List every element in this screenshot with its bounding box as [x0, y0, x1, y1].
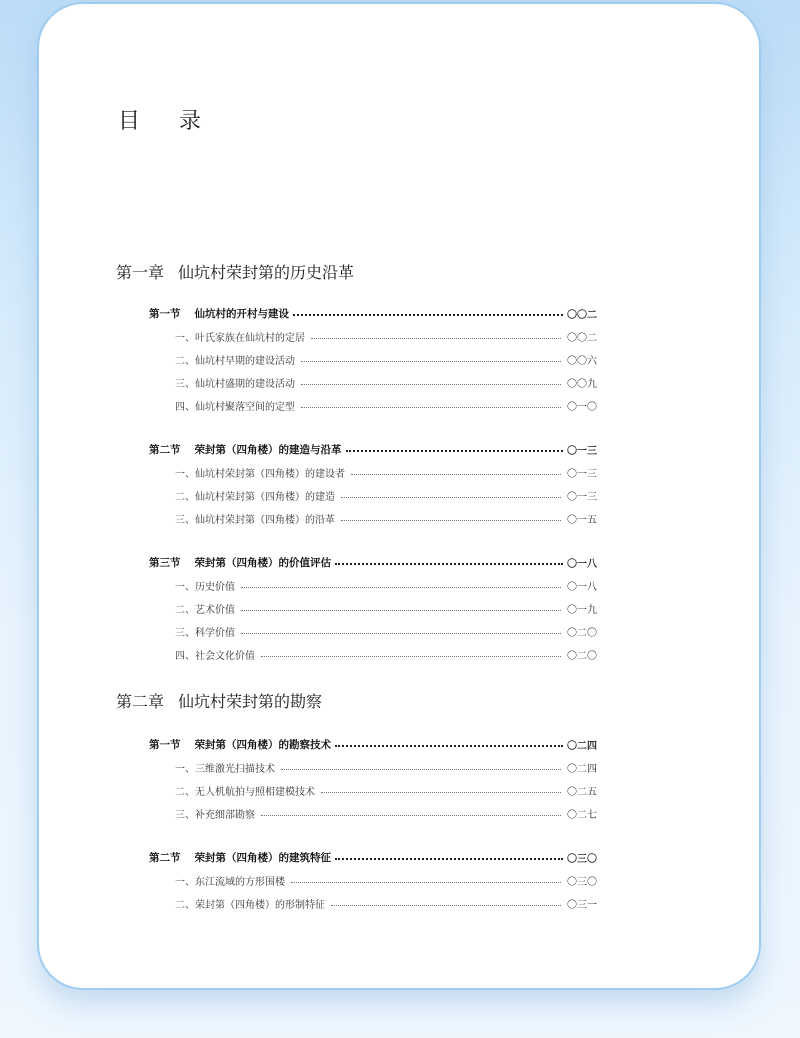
section-number: 第三节	[149, 556, 181, 569]
item-label: 三、仙坑村盛期的建设活动	[175, 378, 295, 390]
item-label: 二、仙坑村荣封第（四角楼）的建造	[175, 491, 335, 503]
item-label: 三、仙坑村荣封第（四角楼）的沿革	[175, 514, 335, 526]
page-number: 〇一〇	[567, 401, 597, 413]
page-number: 〇〇二	[567, 332, 597, 344]
toc-item[interactable]	[175, 576, 597, 594]
toc-item[interactable]	[175, 894, 597, 912]
toc-title: 目 录	[118, 109, 217, 134]
page-number: 〇一九	[567, 604, 597, 616]
page-number: 〇二七	[567, 809, 597, 821]
item-label: 三、补充细部勘察	[175, 809, 255, 821]
toc-item[interactable]	[175, 463, 597, 481]
section-title: 荣封第（四角楼）的价值评估	[194, 556, 331, 569]
item-label: 一、东江流域的方形围楼	[175, 876, 285, 888]
toc-section[interactable]	[149, 735, 597, 753]
dot-leader	[301, 397, 561, 408]
chapter-heading	[116, 260, 354, 283]
page-number: 〇三〇	[567, 876, 597, 888]
toc-section[interactable]	[149, 440, 597, 458]
section-title: 荣封第（四角楼）的建筑特征	[194, 851, 331, 864]
page-number: 〇二五	[567, 786, 597, 798]
item-label: 一、叶氏家族在仙坑村的定居	[175, 332, 305, 344]
toc-item[interactable]	[175, 758, 597, 776]
dot-leader	[241, 577, 561, 588]
section-title: 荣封第（四角楼）的建造与沿革	[194, 443, 342, 456]
page-number: 〇一五	[567, 514, 597, 526]
item-label: 二、荣封第（四角楼）的形制特征	[175, 899, 325, 911]
section-number: 第二节	[149, 851, 181, 864]
section-title: 荣封第（四角楼）的勘察技术	[194, 738, 331, 751]
chapter-number: 第二章	[116, 692, 165, 711]
dot-leader	[331, 895, 561, 906]
page-number: 〇三〇	[567, 853, 597, 865]
toc-section[interactable]	[149, 848, 597, 866]
section-number: 第二节	[149, 443, 181, 456]
dot-leader	[301, 351, 561, 362]
page-number: 〇〇二	[567, 309, 597, 321]
page-number: 〇二〇	[567, 650, 597, 662]
toc-item[interactable]	[175, 327, 597, 345]
item-label: 二、无人机航拍与照相建模技术	[175, 786, 315, 798]
dot-leader	[335, 553, 563, 565]
dot-leader	[241, 623, 561, 634]
page-number: 〇〇六	[567, 355, 597, 367]
page-number: 〇一三	[567, 468, 597, 480]
page-number: 〇二四	[567, 740, 597, 752]
section-number: 第一节	[149, 738, 181, 751]
dot-leader	[293, 304, 563, 316]
page-number: 〇〇九	[567, 378, 597, 390]
toc-item[interactable]	[175, 509, 597, 527]
page-number: 〇一三	[567, 445, 597, 457]
chapter-title: 仙坑村荣封第的历史沿革	[178, 263, 355, 282]
page-number: 〇一八	[567, 558, 597, 570]
page-number: 〇二〇	[567, 627, 597, 639]
dot-leader	[346, 440, 564, 452]
chapter-number: 第一章	[116, 263, 165, 282]
toc-section[interactable]	[149, 304, 597, 322]
toc-item[interactable]	[175, 871, 597, 889]
chapter-heading	[116, 689, 322, 712]
item-label: 一、仙坑村荣封第（四角楼）的建设者	[175, 468, 345, 480]
dot-leader	[261, 646, 561, 657]
toc-item[interactable]	[175, 373, 597, 391]
dot-leader	[341, 487, 561, 498]
dot-leader	[311, 328, 561, 339]
toc-item[interactable]	[175, 804, 597, 822]
toc-item[interactable]	[175, 599, 597, 617]
dot-leader	[261, 805, 561, 816]
page-number: 〇三一	[567, 899, 597, 911]
toc-item[interactable]	[175, 622, 597, 640]
dot-leader	[291, 872, 561, 883]
item-label: 二、艺术价值	[175, 604, 235, 616]
dot-leader	[351, 464, 561, 475]
toc-item[interactable]	[175, 350, 597, 368]
page-number: 〇二四	[567, 763, 597, 775]
item-label: 一、历史价值	[175, 581, 235, 593]
toc-section[interactable]	[149, 553, 597, 571]
dot-leader	[335, 735, 563, 747]
section-title: 仙坑村的开村与建设	[194, 307, 289, 320]
item-label: 二、仙坑村早期的建设活动	[175, 355, 295, 367]
chapter-title: 仙坑村荣封第的勘察	[178, 692, 323, 711]
dot-leader	[301, 374, 561, 385]
dot-leader	[321, 782, 561, 793]
page-number: 〇一八	[567, 581, 597, 593]
item-label: 三、科学价值	[175, 627, 235, 639]
dot-leader	[341, 510, 561, 521]
dot-leader	[335, 848, 563, 860]
item-label: 四、仙坑村聚落空间的定型	[175, 401, 295, 413]
section-number: 第一节	[149, 307, 181, 320]
page-number: 〇一三	[567, 491, 597, 503]
toc-item[interactable]	[175, 396, 597, 414]
dot-leader	[281, 759, 561, 770]
dot-leader	[241, 600, 561, 611]
toc-item[interactable]	[175, 645, 597, 663]
toc-item[interactable]	[175, 486, 597, 504]
toc-item[interactable]	[175, 781, 597, 799]
item-label: 四、社会文化价值	[175, 650, 255, 662]
item-label: 一、三维激光扫描技术	[175, 763, 275, 775]
